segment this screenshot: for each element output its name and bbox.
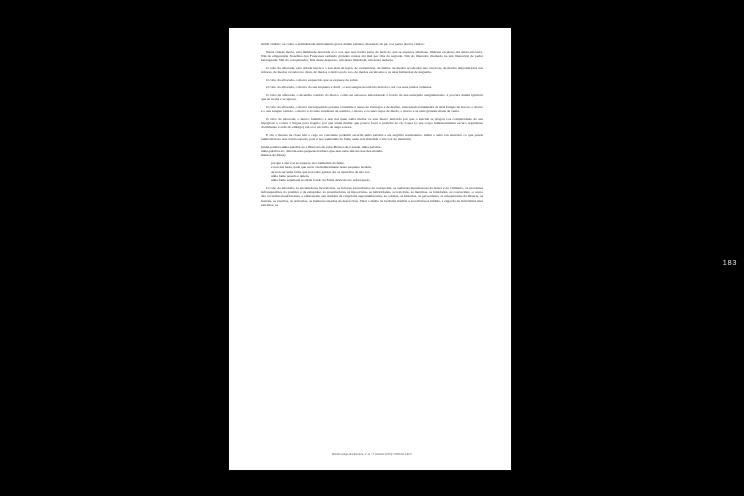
page-footer-citation: Boletín Galego de Literatura, nº 41 / 1º semestre (2010) / ISSN 0214-9117 [332,452,412,456]
document-page [229,28,511,470]
verse-line: unha-palabra-só, mirade-este-pequeno-bárbaro-que-non-sabe-nin-un-dos-dez-manda- [261,149,384,154]
paragraph: O cabo da alborada, o morro esquecido que se esquece de saltar. [266,77,359,82]
paragraph: O cabo da alborada, esta cidade inerte e o seu alén da lepra, de consunción, de fames, de medos acochados nas cárcavas, de medos empoleirados nas árbores, de medos cavados no chan, de medos á deriva polo ceo, de medos esculcados e as súas fumarolas de angustia. [261,65,484,75]
verse-line: unha fame sepultada no máis fondo da Fame deste morro esfarrapado [271,178,370,183]
page-number: 183 [722,258,737,267]
paragraph: O cabo da alborada, o morro famélico e non hai quen saiba mellor ca este morro hartardo por que o suicida se afogou coa complicidade do seu hipoglose ó volver a lingua para tragalo, por que andei muller que parece facer a prancha no río Capot (o seu corpo luminosamente escuro organizase docilmente á orde do embigo) tan só é un vulto de auga sonora. [261,116,484,130]
verse-line: (unha-palabra-unha-palabra-só e Ilherows-de-raita-Branca-de-Caanda, unha-palabra- [261,144,382,149]
paragraph: O cabo da alborada, as enculladoras lacerzícitas, os feitores exacerbados da corrupción, as audaxtas monstruosas da honra e do vitimario, os procantes infranqueables do premiro e da estupidez, as prostitucións, as hipocrisías, as lubricidades, as traicións, as mentiras, as falsidades, as concucións –o acero das covardías insuficientes, o entusiasmo sen alarides de crupcións supernumerarias, as cobizas, as histerias, as perversións, as arlequinadas da miseria, as lesións, os pruritos, as urticarias, as humacas tépedas da desercción. Velaí o deslío ás larcháns riséibis e escorbálosos lubinis, a engorda de micrixhius mes extraños, os [261,185,484,207]
paragraph: O cabo da alborada, o morro do seu inquieta e dócil –o seu sangue inoculado derrota o sol cos seus pulsos ardentes. [266,85,433,90]
verse-line: mentos-de-Deus) [261,153,286,158]
verse-line: porque a súa voz se esquece nos tremedais da fame, [271,161,345,166]
paragraph: móbil visible; ou como a animalidade subitamente grave dunha paisana, mexendo de pé, coa perna aberta, ríndoo. [261,42,425,46]
verse-line: e non hai nada, nada que sacar verdadeiramente deste pequeno lacaión, [271,165,372,170]
verse-block [261,145,483,158]
paragraph: O cabo da alborada, o incendio contido do morro, como un saloucos amordazado ó bordo do seu entrepido sanguinolento, á procura dunha ignición que se soaba e se ignora. [261,92,484,102]
page-content [261,42,483,456]
verse-line: de non ser unha fame que non sabe gabear ata os aparellos da súa voz [271,169,370,174]
verse-line: unha fame pesada e quieta, [271,173,310,178]
verse-block [261,161,483,182]
paragraph: E sin o mostre na clase trin o cego no conciente poderíin sacarlle unha palabra e esi negritio sonmolento, malia o seito tan enérxico co que pateis tamborilan no seu cranio espado, pois é nos tremedais da fame onde estí afundida a súa voz de inanición [261,132,484,142]
paragraph: Nesta cidade morte, esta multitude desolada so o sol, que non forma parte de nada do que se expresa, afírmase, libérase en pleno día desta súa terra. Nin da emparentía Xosefina dos Franceses sedando grandes cousas alá mei por riba da sagrada. Nin do liberador chamado na súa liberación de pedra berzageada. Nin do conquistador. Nin deste desprezo, nin desta liberdade, nin desta audacia. [261,49,484,63]
paragraph: O cabo da alborada, o morro encrespeando perante a bulimia ó asesa de lóstregos e de mallas, trenceando lentamente as súas fatigas de horror, o morro e o seu sangue vertido, o morro e as súas vendaxes de sombra, o morro e os seus regos de medo, o morro e as súas grandes mans de vento. [261,104,484,114]
